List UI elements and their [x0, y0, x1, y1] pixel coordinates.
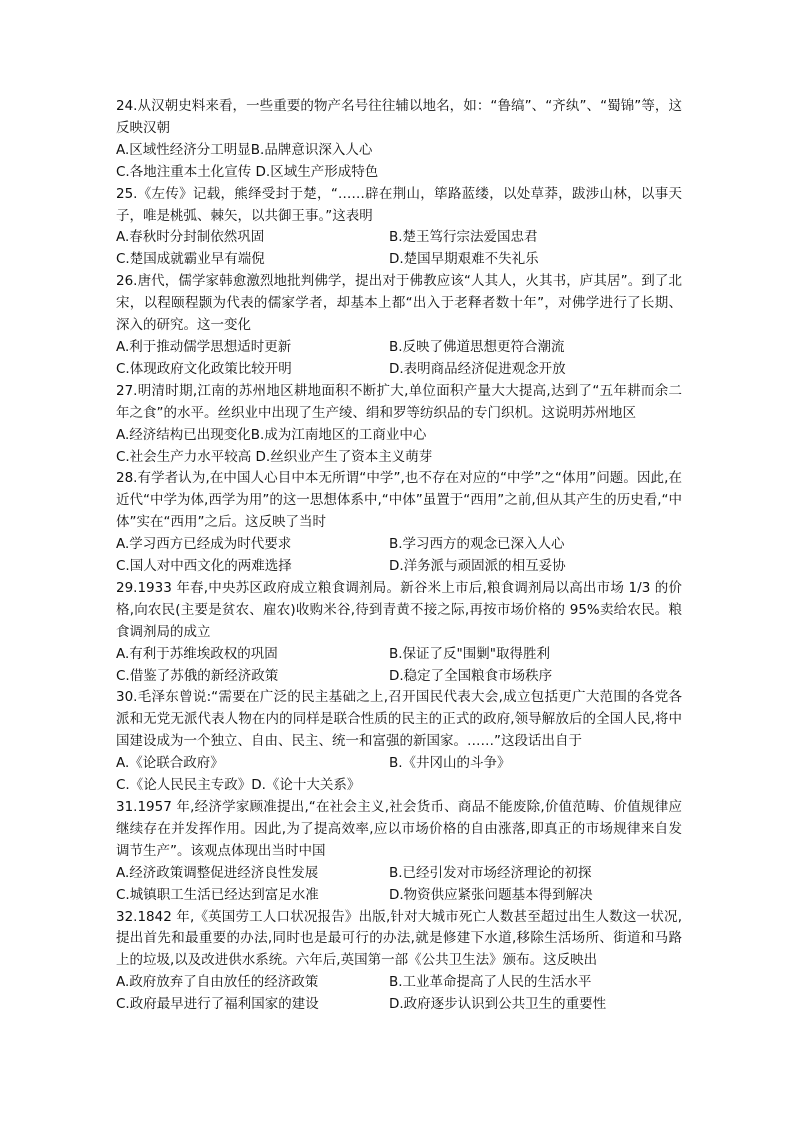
- option-c: C.借鉴了苏俄的新经济政策: [116, 667, 279, 684]
- option-row: [116, 994, 682, 1016]
- option-line: C.《论人民民主专政》D.《论十大关系》: [116, 777, 361, 794]
- option-line: A.区域性经济分工明显B.品牌意识深入人心: [116, 141, 373, 158]
- option-d: D.政府逐步认识到公共卫生的重要性: [389, 996, 607, 1013]
- option-a: A.经济政策调整促进经济良性发展: [116, 864, 319, 881]
- option-row: [116, 556, 682, 578]
- option-row: [116, 359, 682, 381]
- option-row: [116, 534, 682, 556]
- question-stem: 25.《左传》记载，熊绎受封于楚，“……辟在荆山，筚路蓝缕，以处草莽，跋涉山林，以事天子，唯是桃弧、棘矢，以共御王事。”这表明: [116, 185, 682, 224]
- question-stem: 28.有学者认为,在中国人心目中本无所谓“中学”,也不存在对应的“中学”之“体用”问题。因此,在近代“中学为体,西学为用”的这一思想体系中,“中体”虽置于“西用”之前,但从其产生的历史看,“中体”实在“西用”之后。这反映了当时: [116, 470, 682, 531]
- option-b: B.《井冈山的斗争》: [389, 755, 511, 772]
- option-c: C.国人对中西文化的两难选择: [116, 558, 292, 575]
- option-row: [116, 885, 682, 907]
- question-stem: 29.1933 年春,中央苏区政府成立粮食调剂局。新谷米上市后,粮食调剂局以高出市场 1/3 的价格,向农民(主要是贫农、雇农)收购米谷,待到青黄不接之际,再按市场价格的 95%卖给农民。粮食调剂局的成立: [116, 579, 682, 640]
- option-row: [116, 753, 682, 775]
- option-d: D.洋务派与顽固派的相互妥协: [389, 558, 566, 575]
- option-line: C.各地注重本土化宣传 D.区域生产形成特色: [116, 163, 379, 180]
- option-c: C.楚国成就霸业早有端倪: [116, 251, 265, 268]
- option-a: A.利于推动儒学思想适时更新: [116, 338, 292, 355]
- question-29: [116, 578, 682, 688]
- question-24: [116, 96, 682, 184]
- question-30: [116, 687, 682, 797]
- question-32: [116, 907, 682, 1017]
- option-b: B.工业革命提高了人民的生活水平: [389, 974, 592, 991]
- option-b: B.保证了反"围剿"取得胜利: [389, 645, 550, 662]
- option-row: [116, 337, 682, 359]
- option-d: D.表明商品经济促进观念开放: [389, 360, 566, 377]
- option-b: B.学习西方的观念已深入人心: [389, 536, 565, 553]
- option-row: [116, 249, 682, 271]
- option-a: A.学习西方已经成为时代要求: [116, 536, 292, 553]
- question-31: [116, 797, 682, 907]
- option-b: B.已经引发对市场经济理论的初探: [389, 864, 592, 881]
- option-line: C.社会生产力水平较高 D.丝织业产生了资本主义萌芽: [116, 448, 433, 465]
- question-stem: 27.明清时期,江南的苏州地区耕地面积不断扩大,单位面积产量大大提高,达到了“五年耕而余二年之食”的水平。丝织业中出现了生产绫、绢和罗等纺织品的专门织机。这说明苏州地区: [116, 382, 682, 421]
- option-a: A.有利于苏维埃政权的巩固: [116, 645, 278, 662]
- question-28: [116, 468, 682, 578]
- option-c: C.城镇职工生活已经达到富足水准: [116, 886, 319, 903]
- option-c: C.体现政府文化政策比较开明: [116, 360, 292, 377]
- option-a: A.《论联合政府》: [116, 755, 224, 772]
- option-b: B.楚王笃行宗法爱国忠君: [389, 229, 538, 246]
- option-d: D.物资供应紧张问题基本得到解决: [389, 886, 593, 903]
- question-stem: 30.毛泽东曾说:“需要在广泛的民主基础之上,召开国民代表大会,成立包括更广大范围的各党各派和无党无派代表人物在内的同样是联合性质的民主的正式的政府,领导解放后的全国人民,将中国建设成为一个独立、自由、民主、统一和富强的新国家。……”这段话出自于: [116, 689, 682, 750]
- option-row: [116, 863, 682, 885]
- question-stem: 32.1842 年,《英国劳工人口状况报告》出版,针对大城市死亡人数甚至超过出生人数这一状况,提出首先和最重要的办法,同时也是最可行的办法,就是修建下水道,移除生活场所、街道和马路上的垃圾,以及改进供水系统。六年后,英国第一部《公共卫生法》颁布。这反映出: [116, 908, 682, 969]
- option-row: [116, 644, 682, 666]
- exam-page: [116, 96, 682, 1016]
- option-d: D.稳定了全国粮食市场秩序: [389, 667, 553, 684]
- question-27: [116, 381, 682, 469]
- question-stem: 31.1957 年,经济学家顾准提出,“在社会主义,社会货币、商品不能废除,价值范畴、价值规律应继续存在并发挥作用。因此,为了提高效率,应以市场价格的自由涨落,即真正的市场规律来自发调节生产”。该观点体现出当时中国: [116, 799, 682, 859]
- option-row: [116, 666, 682, 688]
- option-c: C.政府最早进行了福利国家的建设: [116, 996, 319, 1013]
- question-26: [116, 271, 682, 381]
- option-a: A.春秋时分封制依然巩固: [116, 229, 265, 246]
- question-stem: 26.唐代，儒学家韩愈激烈地批判佛学，提出对于佛教应该“人其人，火其书，庐其居”。到了北宋，以程颐程颢为代表的儒家学者，却基本上都“出入于老释者数十年”，对佛学进行了长期、深入的研究。这一变化: [116, 273, 682, 334]
- question-stem: 24.从汉朝史料来看，一些重要的物产名号往往辅以地名，如：“鲁缟”、“齐纨”、“蜀锦”等，这反映汉朝: [116, 98, 682, 136]
- option-d: D.楚国早期艰难不失礼乐: [389, 251, 539, 268]
- option-a: A.政府放弃了自由放任的经济政策: [116, 974, 319, 991]
- option-line: A.经济结构已出现变化B.成为江南地区的工商业中心: [116, 426, 427, 443]
- option-row: [116, 227, 682, 249]
- option-b: B.反映了佛道思想更符合潮流: [389, 338, 565, 355]
- question-25: [116, 184, 682, 272]
- option-row: [116, 972, 682, 994]
